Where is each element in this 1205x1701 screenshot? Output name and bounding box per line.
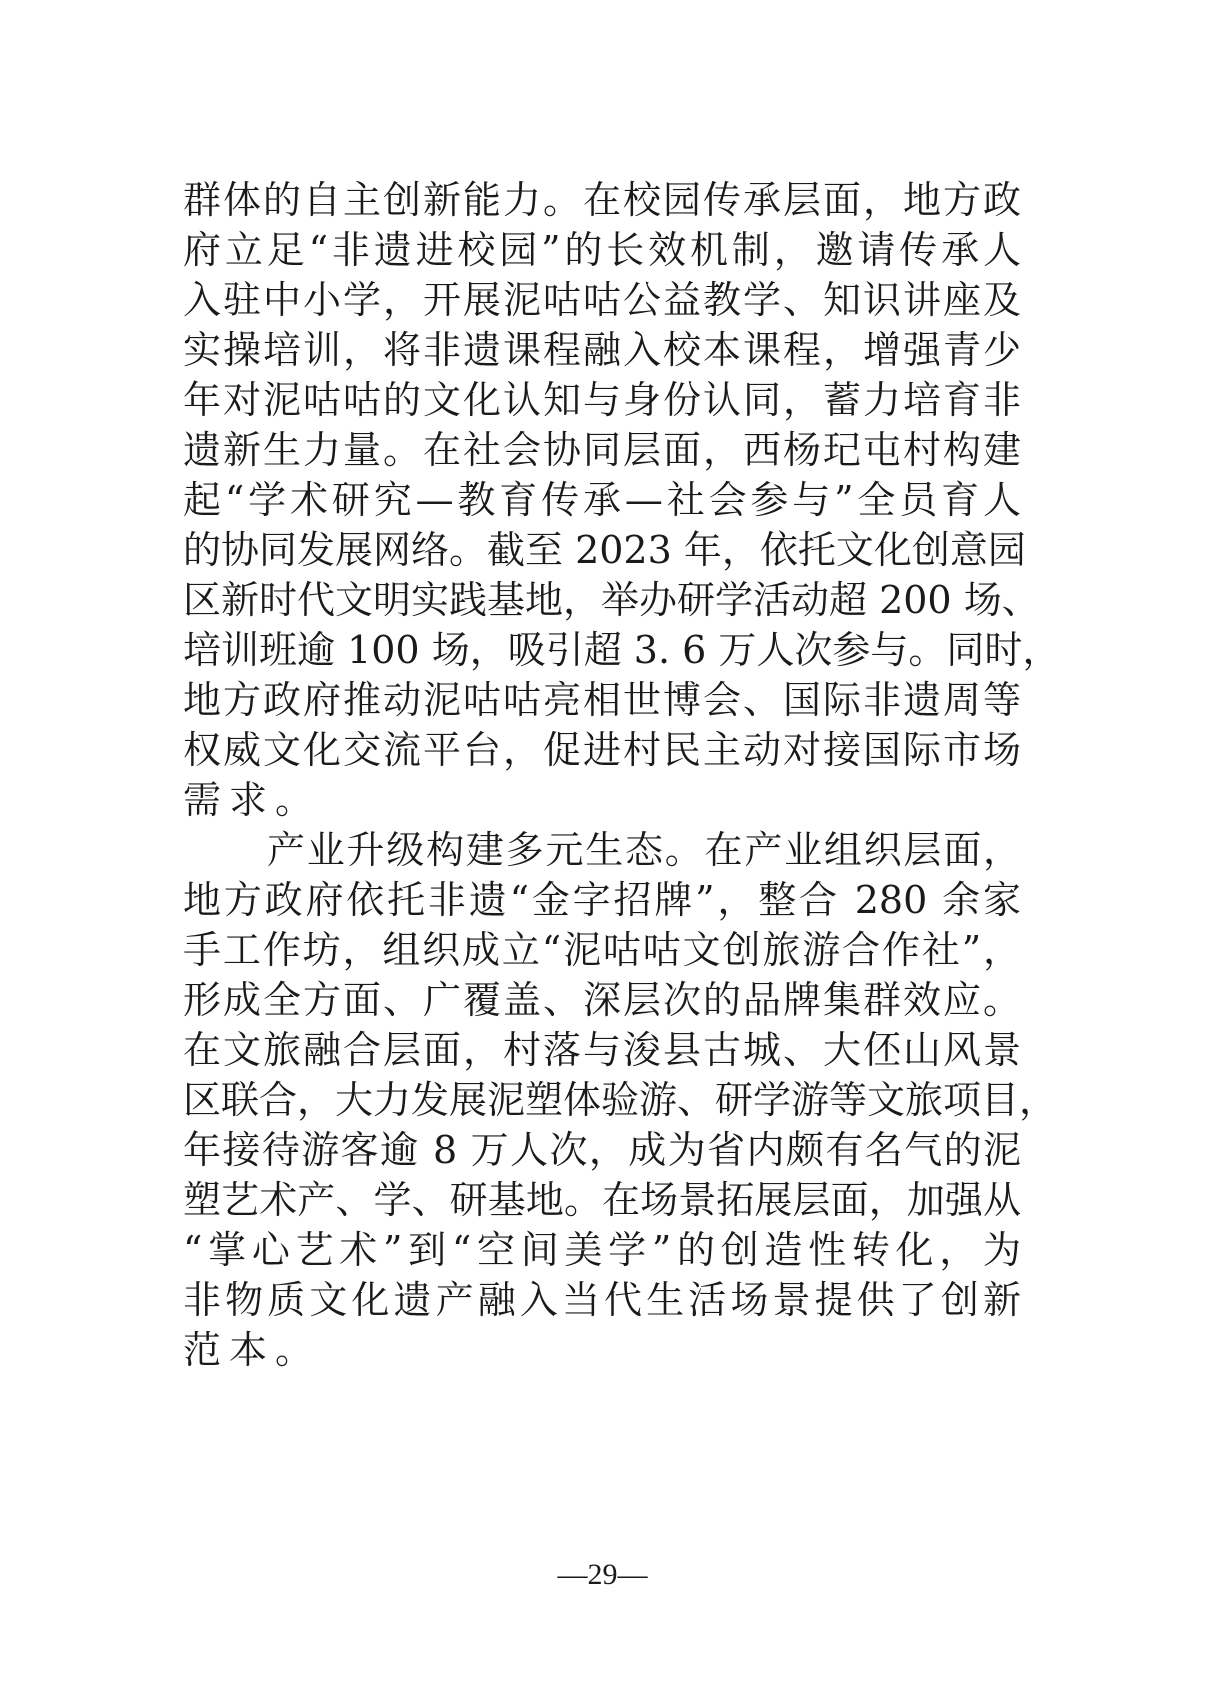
text-line: 遗新生力量。在社会协同层面，西杨玘屯村构建 bbox=[183, 428, 1021, 472]
text-line: 权威文化交流平台，促进村民主动对接国际市场 bbox=[183, 728, 1021, 772]
text-line: 范本。 bbox=[183, 1328, 322, 1372]
text-line: 在文旅融合层面，村落与浚县古城、大伾山风景 bbox=[183, 1028, 1021, 1072]
text-line: 培训班逾 100 场，吸引超 3. 6 万人次参与。同时， bbox=[183, 628, 1061, 672]
text-line: 入驻中小学，开展泥咕咕公益教学、知识讲座及 bbox=[183, 278, 1021, 322]
paragraph-heading-line: 产业升级构建多元生态。在产业组织层面， bbox=[267, 828, 1021, 872]
text-line: 需求。 bbox=[183, 778, 322, 822]
text-line: 实操培训，将非遗课程融入校本课程，增强青少 bbox=[183, 328, 1021, 372]
text-line: “掌心艺术”到“空间美学”的创造性转化，为 bbox=[183, 1228, 1021, 1272]
text-line: 地方政府依托非遗“金字招牌”，整合 280 余家 bbox=[183, 878, 1021, 922]
text-line: 群体的自主创新能力。在校园传承层面，地方政 bbox=[183, 178, 1021, 222]
text-line: 手工作坊，组织成立“泥咕咕文创旅游合作社”， bbox=[183, 928, 1021, 972]
text-line: 起“学术研究—教育传承—社会参与”全员育人 bbox=[183, 478, 1021, 522]
text-line: 区联合，大力发展泥塑体验游、研学游等文旅项目， bbox=[183, 1078, 1058, 1122]
text-line: 年接待游客逾 8 万人次，成为省内颇有名气的泥 bbox=[183, 1128, 1021, 1172]
text-line: 区新时代文明实践基地，举办研学活动超 200 场、 bbox=[183, 578, 1040, 622]
text-line: 非物质文化遗产融入当代生活场景提供了创新 bbox=[183, 1278, 1021, 1322]
text-line: 的协同发展网络。截至 2023 年，依托文化创意园 bbox=[183, 528, 1026, 572]
text-line: 年对泥咕咕的文化认知与身份认同，蓄力培育非 bbox=[183, 378, 1021, 422]
text-line: 府立足“非遗进校园”的长效机制，邀请传承人 bbox=[183, 228, 1021, 272]
text-line: 塑艺术产、学、研基地。在场景拓展层面，加强从 bbox=[183, 1178, 1021, 1222]
body-text bbox=[183, 175, 1061, 1375]
page-number: —29— bbox=[557, 1558, 648, 1591]
paragraph-industry-upgrade bbox=[183, 825, 1058, 1375]
text-line: 地方政府推动泥咕咕亮相世博会、国际非遗周等 bbox=[183, 678, 1021, 722]
text-line: 形成全方面、广覆盖、深层次的品牌集群效应。 bbox=[183, 978, 1021, 1022]
paragraph-school-community bbox=[183, 175, 1061, 825]
